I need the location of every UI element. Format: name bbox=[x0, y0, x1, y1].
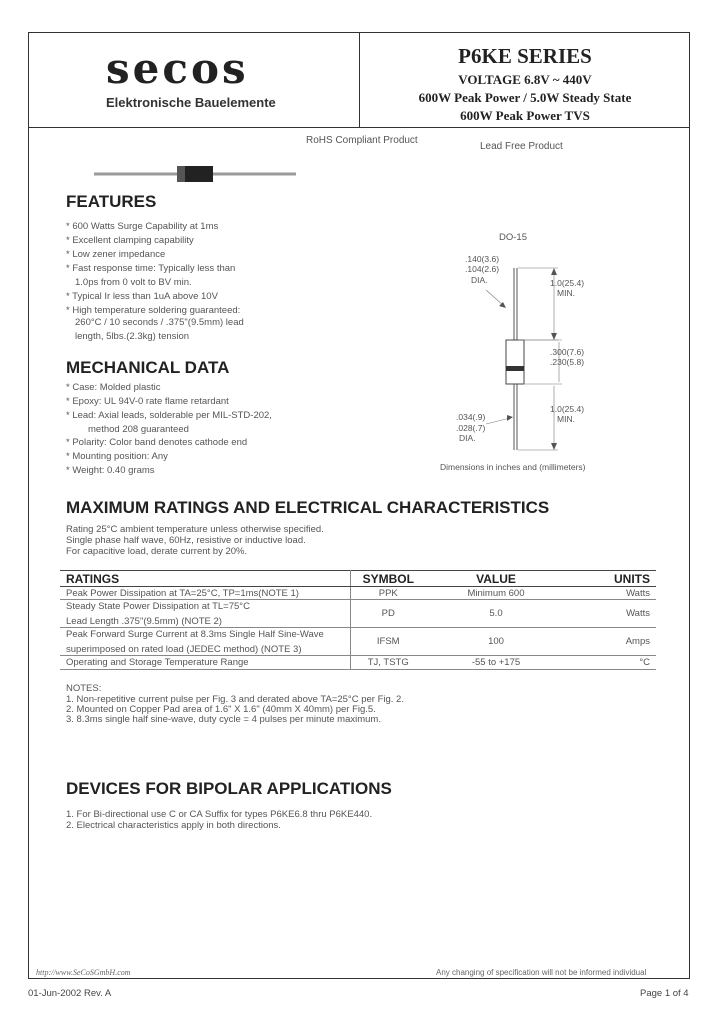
value-cell: -55 to +175 bbox=[426, 656, 566, 670]
note-item: 1. Non-repetitive current pulse per Fig. 3 and derated above TA=25°C per Fig. 2. bbox=[66, 694, 404, 705]
feature-item: 260°C / 10 seconds / .375"(9.5mm) lead bbox=[75, 317, 244, 328]
page-number: Page 1 of 4 bbox=[640, 988, 689, 999]
rating-line: superimposed on rated load (JEDEC method) (NOTE 3) bbox=[66, 643, 302, 655]
bipolar-item: 1. For Bi-directional use C or CA Suffix for types P6KE6.8 thru P6KE440. bbox=[66, 809, 373, 820]
tvs-line: 600W Peak Power TVS bbox=[460, 108, 590, 123]
units-cell: Watts bbox=[566, 600, 656, 628]
rating-condition: Rating 25°C ambient temperature unless otherwise specified. bbox=[66, 524, 324, 535]
company-subtitle: Elektronische Bauelemente bbox=[106, 95, 276, 110]
feature-item: 1.0ps from 0 volt to BV min. bbox=[75, 277, 192, 288]
table-row bbox=[60, 656, 656, 670]
lead-dia-bottom: .104(2.6) bbox=[465, 264, 500, 274]
table-row bbox=[60, 587, 656, 600]
table-row bbox=[60, 628, 656, 656]
body-length-bottom: .230(5.8) bbox=[550, 357, 585, 367]
column-header: RATINGS bbox=[60, 571, 350, 587]
voltage-range: VOLTAGE 6.8V ~ 440V bbox=[458, 72, 592, 87]
bipolar-item: 2. Electrical characteristics apply in both directions. bbox=[66, 820, 281, 831]
ratings-table bbox=[60, 570, 656, 670]
lead-length-min: MIN. bbox=[557, 288, 575, 298]
feature-item: length, 5lbs.(2.3kg) tension bbox=[75, 331, 190, 342]
rating-cell bbox=[60, 600, 350, 628]
rating-line: Peak Forward Surge Current at 8.3ms Single Half Sine-Wave bbox=[66, 628, 324, 640]
feature-item: * Fast response time: Typically less than bbox=[66, 263, 236, 274]
change-notice: Any changing of specification will not be informed individual bbox=[436, 968, 647, 977]
rating-line: Lead Length .375"(9.5mm) (NOTE 2) bbox=[66, 615, 222, 627]
lead-dia-top: .140(3.6) bbox=[465, 254, 500, 264]
dimensions-caption: Dimensions in inches and (millimeters) bbox=[440, 462, 586, 472]
lead-length2-top: 1.0(25.4) bbox=[550, 404, 585, 414]
series-title: P6KE SERIES bbox=[458, 44, 592, 68]
feature-item: * High temperature soldering guaranteed: bbox=[66, 305, 241, 316]
units-cell: Watts bbox=[566, 587, 656, 600]
column-header: SYMBOL bbox=[350, 571, 426, 587]
units-cell: °C bbox=[566, 656, 656, 670]
symbol-cell: PD bbox=[350, 600, 426, 628]
feature-item: * Excellent clamping capability bbox=[66, 235, 194, 246]
company-url: http://www.SeCoSGmbH.com bbox=[36, 968, 131, 977]
value-cell: 5.0 bbox=[426, 600, 566, 628]
mechanical-item: method 208 guaranteed bbox=[88, 424, 189, 435]
wire-dia-top: .034(.9) bbox=[456, 412, 486, 422]
units-cell: Amps bbox=[566, 628, 656, 656]
table-header-row bbox=[60, 571, 656, 587]
company-logo: secos bbox=[106, 44, 249, 93]
mechanical-item: * Case: Molded plastic bbox=[66, 382, 161, 393]
feature-item: * Typical Ir less than 1uA above 10V bbox=[66, 291, 218, 302]
feature-item: * Low zener impedance bbox=[66, 249, 166, 260]
symbol-cell: TJ, TSTG bbox=[350, 656, 426, 670]
symbol-cell: PPK bbox=[350, 587, 426, 600]
feature-item: * 600 Watts Surge Capability at 1ms bbox=[66, 221, 219, 232]
lead-free-badge: Lead Free Product bbox=[480, 141, 563, 152]
note-item: 2. Mounted on Copper Pad area of 1.6" X 1.6" (40mm X 40mm) per Fig.5. bbox=[66, 704, 376, 715]
mechanical-item: * Lead: Axial leads, solderable per MIL-STD-202, bbox=[66, 410, 272, 421]
mechanical-item: * Weight: 0.40 grams bbox=[66, 465, 155, 476]
table-row bbox=[60, 600, 656, 628]
lead-length2-min: MIN. bbox=[557, 414, 575, 424]
rating-cell: Operating and Storage Temperature Range bbox=[60, 656, 350, 670]
power-rating: 600W Peak Power / 5.0W Steady State bbox=[418, 90, 632, 105]
body-length-top: .300(7.6) bbox=[550, 347, 585, 357]
package-name: DO-15 bbox=[499, 232, 527, 243]
rating-condition: For capacitive load, derate current by 20%. bbox=[66, 546, 248, 557]
rating-line: Steady State Power Dissipation at TL=75°C bbox=[66, 600, 250, 612]
features-heading: FEATURES bbox=[66, 192, 157, 211]
column-header: UNITS bbox=[566, 571, 656, 587]
dia2-label: DIA. bbox=[459, 433, 476, 443]
dia-label: DIA. bbox=[471, 275, 488, 285]
diode-component-image bbox=[92, 162, 298, 186]
value-cell: Minimum 600 bbox=[426, 587, 566, 600]
column-header: VALUE bbox=[426, 571, 566, 587]
rohs-badge: RoHS Compliant Product bbox=[306, 135, 418, 146]
mechanical-item: * Mounting position: Any bbox=[66, 451, 168, 462]
symbol-cell: IFSM bbox=[350, 628, 426, 656]
lead-length-top: 1.0(25.4) bbox=[550, 278, 585, 288]
revision-date: 01-Jun-2002 Rev. A bbox=[28, 988, 112, 999]
mechanical-item: * Polarity: Color band denotes cathode end bbox=[66, 437, 248, 448]
rating-condition: Single phase half wave, 60Hz, resistive or inductive load. bbox=[66, 535, 306, 546]
header-divider bbox=[28, 127, 690, 128]
rating-cell bbox=[60, 628, 350, 656]
rating-cell: Peak Power Dissipation at TA=25°C, TP=1ms(NOTE 1) bbox=[60, 587, 350, 600]
value-cell: 100 bbox=[426, 628, 566, 656]
wire-dia-bottom: .028(.7) bbox=[456, 423, 486, 433]
bipolar-heading: DEVICES FOR BIPOLAR APPLICATIONS bbox=[66, 779, 392, 798]
mechanical-heading: MECHANICAL DATA bbox=[66, 358, 230, 377]
ratings-heading: MAXIMUM RATINGS AND ELECTRICAL CHARACTERISTICS bbox=[66, 498, 550, 517]
notes-title: NOTES: bbox=[66, 683, 102, 694]
note-item: 3. 8.3ms single half sine-wave, duty cycle = 4 pulses per minute maximum. bbox=[66, 714, 381, 725]
mechanical-item: * Epoxy: UL 94V-0 rate flame retardant bbox=[66, 396, 229, 407]
